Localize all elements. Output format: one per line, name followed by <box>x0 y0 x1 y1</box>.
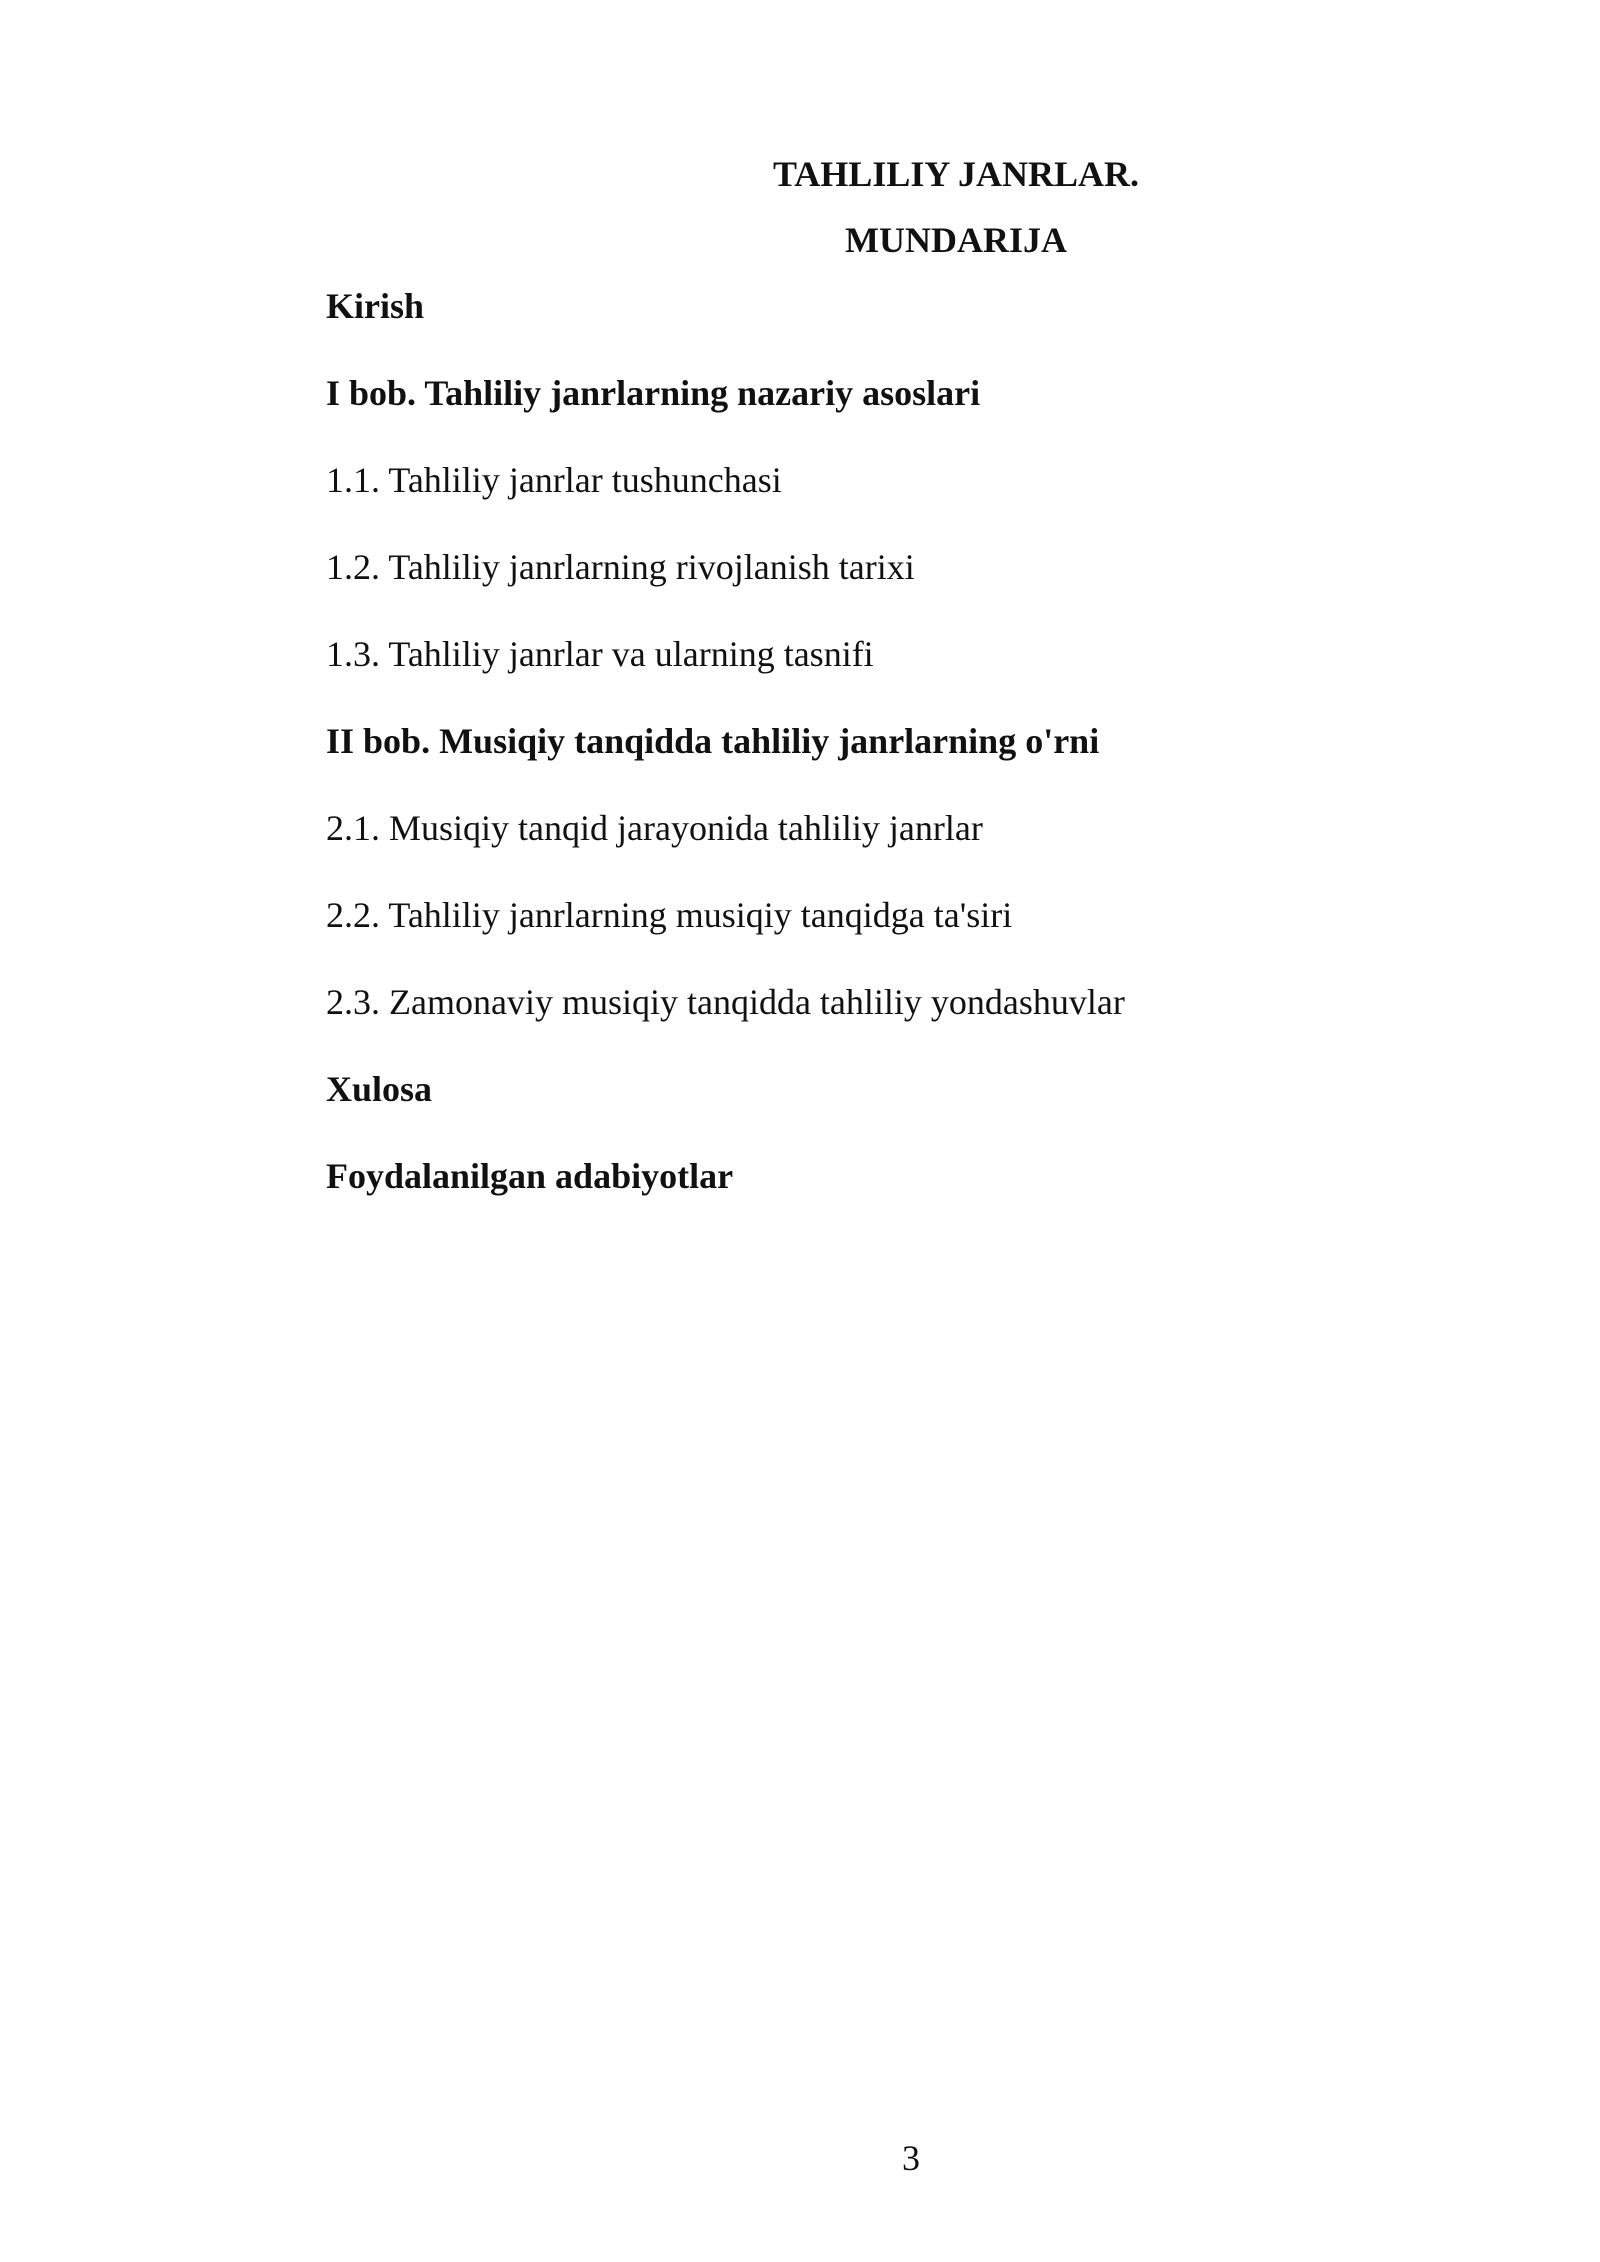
page-number: 3 <box>902 2138 920 2178</box>
toc-item-section-1-3: 1.3. Tahliliy janrlar va ularning tasnifi <box>326 634 874 674</box>
toc-item-section-2-3: 2.3. Zamonaviy musiqiy tanqidda tahliliy yondashuvlar <box>326 982 1125 1022</box>
toc-item-chapter-1: I bob. Tahliliy janrlarning nazariy asoslari <box>326 373 981 413</box>
toc-item-chapter-2: II bob. Musiqiy tanqidda tahliliy janrlarning o'rni <box>326 721 1100 761</box>
toc-item-introduction: Kirish <box>326 286 425 326</box>
toc-item-conclusion: Xulosa <box>326 1069 433 1109</box>
document-title: TAHLILIY JANRLAR. <box>772 154 1140 194</box>
toc-item-section-2-1: 2.1. Musiqiy tanqid jarayonida tahliliy janrlar <box>326 808 983 848</box>
contents-heading: MUNDARIJA <box>845 220 1067 260</box>
toc-item-section-1-1: 1.1. Tahliliy janrlar tushunchasi <box>326 460 782 500</box>
table-of-contents <box>326 280 1326 1237</box>
toc-item-section-2-2: 2.2. Tahliliy janrlarning musiqiy tanqidga ta'siri <box>326 895 1013 935</box>
toc-item-section-1-2: 1.2. Tahliliy janrlarning rivojlanish tarixi <box>326 547 915 587</box>
toc-item-references: Foydalanilgan adabiyotlar <box>326 1156 734 1196</box>
